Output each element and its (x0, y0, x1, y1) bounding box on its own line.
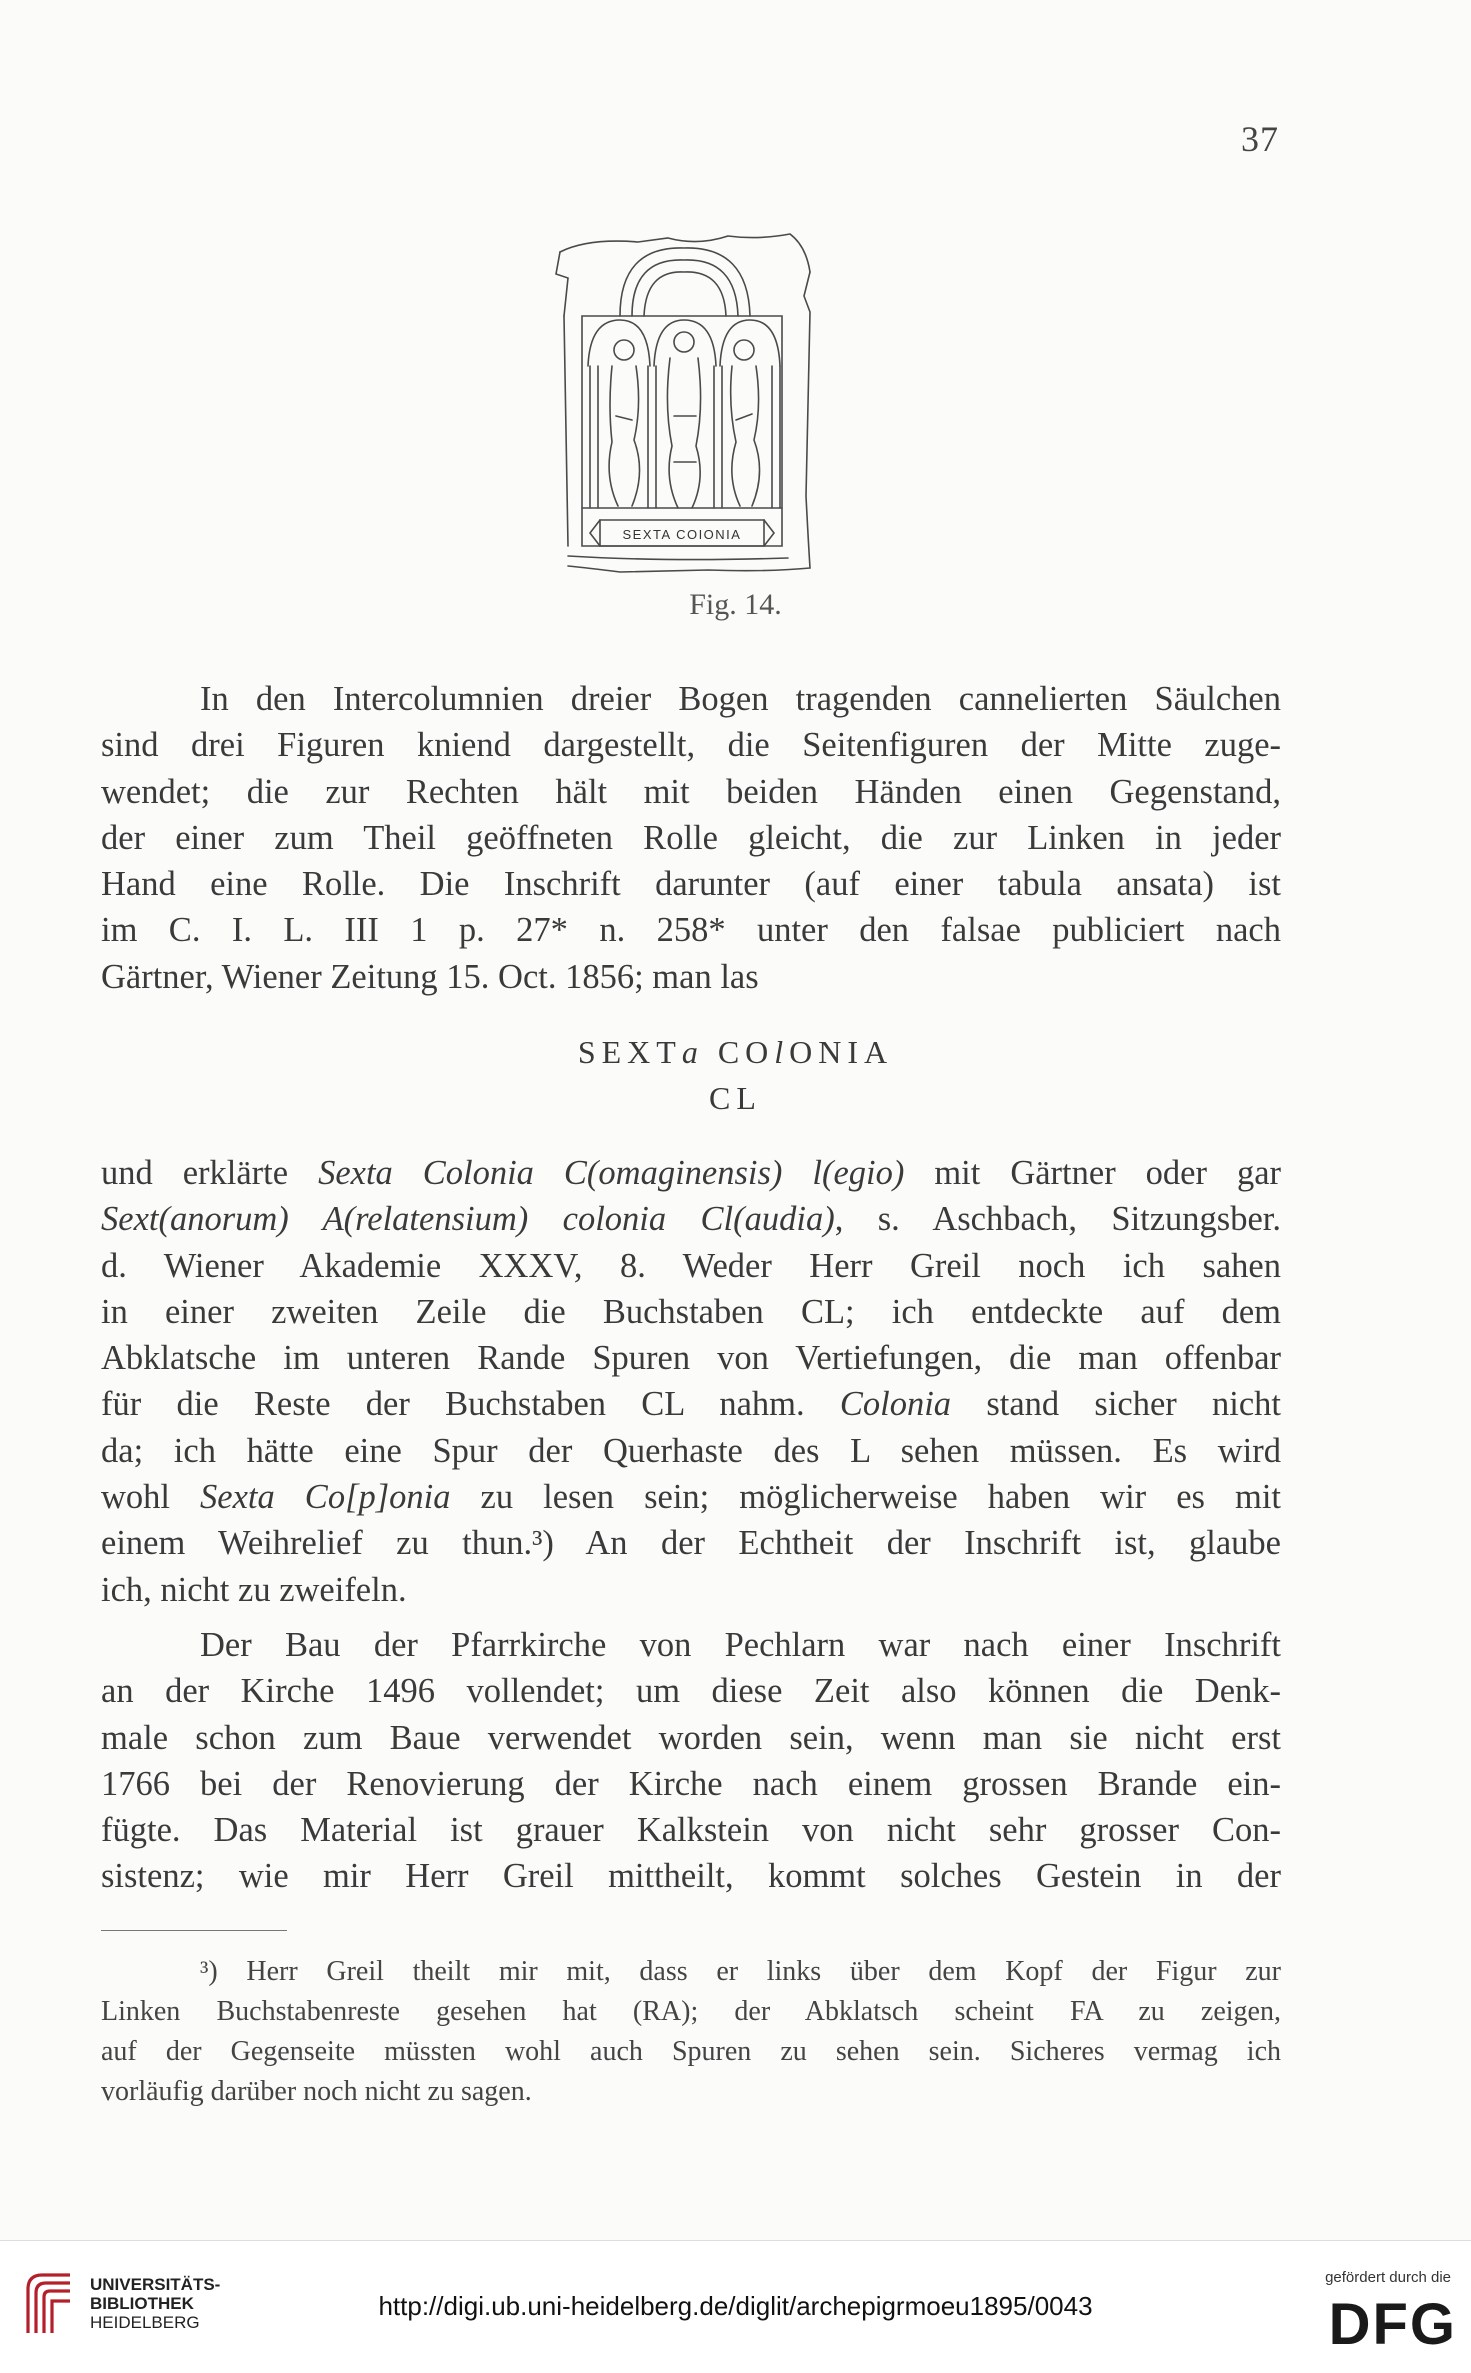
relief-drawing-figure (528, 216, 838, 576)
text-line: Gärtner, Wiener Zeitung 15. Oct. 1856; man las (101, 957, 759, 996)
text-line: einem Weihrelief zu thun.³) An der Echtheit der Inschrift ist, glaube (101, 1524, 1281, 1563)
text-line: im C. I. L. III 1 p. 27* n. 258* unter den falsae publiciert nach (101, 911, 1281, 950)
university-library-name: UNIVERSITÄTS- BIBLIOTHEK HEIDELBERG (90, 2275, 221, 2332)
paragraph-1 (101, 676, 1281, 1000)
text-line: wohl Sexta Co[p]onia zu lesen sein; möglicherweise haben wir es mit (101, 1478, 1281, 1517)
text-line: für die Reste der Buchstaben CL nahm. Colonia stand sicher nicht (101, 1385, 1281, 1424)
text-line: Hand eine Rolle. Die Inschrift darunter (auf einer tabula ansata) ist (101, 865, 1281, 904)
paragraph-3 (101, 1622, 1281, 1900)
digitization-footer (0, 2240, 1471, 2373)
text-line: Sext(anorum) A(relatensium) colonia Cl(audia), s. Aschbach, Sitzungsber. (101, 1200, 1282, 1239)
footnote-line: vorläufig darüber noch nicht zu sagen. (101, 2076, 532, 2107)
figure-caption: Fig. 14. (689, 588, 782, 621)
relief-inscription: SEXTA COIONIA (622, 527, 742, 542)
footnote-line: ³) Herr Greil theilt mir mit, dass er links über dem Kopf der Figur zur (200, 1956, 1281, 1987)
text-line: an der Kirche 1496 vollendet; um diese Zeit also können die Denk- (101, 1672, 1281, 1711)
text-line: fügte. Das Material ist grauer Kalkstein von nicht sehr grosser Con- (101, 1811, 1281, 1850)
page-number: 37 (1241, 119, 1279, 159)
inscription-line-2: CL (709, 1080, 762, 1116)
footnote-line: Linken Buchstabenreste gesehen hat (RA); der Abklatsch scheint FA zu zeigen, (101, 1996, 1281, 2027)
text-line: d. Wiener Akademie XXXV, 8. Weder Herr Greil noch ich sahen (101, 1246, 1281, 1285)
sponsor-note: gefördert durch die (1325, 2269, 1451, 2286)
text-line: 1766 bei der Renovierung der Kirche nach einem grossen Brande ein- (101, 1764, 1281, 1803)
inscription-line-1: SEXTa COlONIA (577, 1034, 894, 1070)
text-line: ich, nicht zu zweifeln. (101, 1570, 407, 1609)
text-line: da; ich hätte eine Spur der Querhaste des L sehen müssen. Es wird (101, 1431, 1281, 1470)
text-line: sistenz; wie mir Herr Greil mittheilt, kommt solches Gestein in der (101, 1857, 1281, 1896)
footnote-divider (101, 1930, 287, 1931)
text-line: In den Intercolumnien dreier Bogen tragenden cannelierten Säulchen (200, 680, 1281, 718)
text-line: Abklatsche im unteren Rande Spuren von Vertiefungen, die man offenbar (101, 1339, 1281, 1378)
text-line: wendet; die zur Rechten hält mit beiden Händen einen Gegenstand, (101, 772, 1281, 811)
text-line: Der Bau der Pfarrkirche von Pechlarn war nach einer Inschrift (200, 1626, 1281, 1664)
relief-drawing (528, 216, 838, 576)
paragraph-2 (101, 1150, 1281, 1613)
source-url-link[interactable]: http://digi.ub.uni-heidelberg.de/diglit/archepigrmoeu1895/0043 (378, 2291, 1093, 2321)
dfg-logo[interactable]: DFG (1328, 2292, 1457, 2357)
footnote (101, 1952, 1281, 2112)
text-line: in einer zweiten Zeile die Buchstaben CL; ich entdeckte auf dem (101, 1292, 1281, 1331)
text-line: male schon zum Baue verwendet worden sein, wenn man sie nicht erst (101, 1718, 1281, 1757)
text-line: der einer zum Theil geöffneten Rolle gleicht, die zur Linken in jeder (101, 818, 1281, 857)
text-line: und erklärte Sexta Colonia C(omaginensis) l(egio) mit Gärtner oder gar (101, 1154, 1282, 1192)
footnote-line: auf der Gegenseite müssten wohl auch Spuren zu sehen sein. Sicheres vermag ich (101, 2036, 1281, 2067)
text-line: sind drei Figuren kniend dargestellt, die Seitenfiguren der Mitte zuge- (101, 726, 1281, 765)
